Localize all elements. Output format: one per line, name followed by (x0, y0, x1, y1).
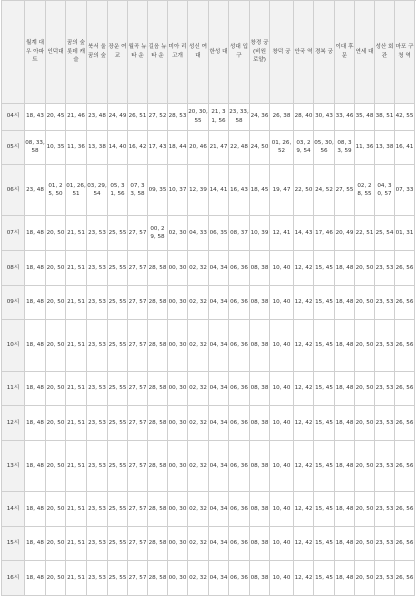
time-cell: 28, 58 (148, 406, 168, 441)
time-cell: 12, 42 (294, 491, 314, 526)
time-cell: 00, 30 (168, 491, 188, 526)
time-cell: 23, 53 (87, 371, 108, 406)
time-cell: 18, 48 (25, 526, 46, 561)
time-cell: 18, 48 (335, 491, 355, 526)
time-cell: 20, 50 (355, 491, 375, 526)
time-cell: 21, 51 (66, 285, 87, 320)
time-cell: 20, 50 (46, 491, 66, 526)
time-cell: 06, 36 (229, 406, 250, 441)
time-cell: 23, 53 (375, 251, 395, 286)
time-cell: 21, 51 (66, 216, 87, 251)
time-cell: 02, 28, 55 (355, 165, 375, 216)
time-cell: 25, 55 (108, 216, 128, 251)
time-cell: 18, 44 (168, 130, 188, 165)
header-stop: 꿈의 숲 롯데 캐슬 (66, 1, 87, 104)
time-cell: 21, 31, 56 (209, 103, 229, 130)
time-cell: 20, 50 (355, 561, 375, 596)
time-cell: 18, 48 (335, 406, 355, 441)
time-cell: 04, 34 (209, 440, 229, 491)
time-cell: 06, 36 (229, 561, 250, 596)
time-cell: 00, 30 (168, 285, 188, 320)
time-cell: 27, 57 (128, 561, 148, 596)
time-cell: 28, 58 (148, 320, 168, 371)
time-cell: 18, 48 (335, 320, 355, 371)
time-cell: 15, 45 (314, 491, 335, 526)
header-stop: 한성 대 (209, 1, 229, 104)
time-cell: 27, 57 (128, 320, 148, 371)
time-cell: 13, 38 (87, 130, 108, 165)
time-cell: 23, 53 (87, 320, 108, 371)
time-cell: 20, 50 (355, 526, 375, 561)
time-cell: 06, 36 (229, 251, 250, 286)
header-stop: 성대 입구 (229, 1, 250, 104)
time-cell: 27, 55 (335, 165, 355, 216)
time-cell: 18, 48 (335, 526, 355, 561)
time-cell: 20, 50 (46, 526, 66, 561)
time-cell: 00, 30 (168, 320, 188, 371)
time-cell: 27, 57 (128, 216, 148, 251)
time-cell: 02, 32 (188, 491, 209, 526)
time-cell: 20, 50 (355, 440, 375, 491)
time-cell: 02, 32 (188, 406, 209, 441)
time-cell: 25, 55 (108, 440, 128, 491)
time-cell: 08, 37 (229, 216, 250, 251)
time-cell: 21, 46 (66, 103, 87, 130)
header-stop: 연세 대 (355, 1, 375, 104)
time-cell: 01, 26, 51 (66, 165, 87, 216)
time-cell: 23, 53 (87, 216, 108, 251)
time-cell: 15, 45 (314, 561, 335, 596)
time-cell: 00, 29, 58 (148, 216, 168, 251)
time-cell: 10, 35 (46, 130, 66, 165)
time-cell: 01, 26, 52 (270, 130, 294, 165)
time-cell: 25, 55 (108, 320, 128, 371)
time-cell: 13, 38 (375, 130, 395, 165)
time-cell: 10, 40 (270, 371, 294, 406)
time-cell: 07, 33 (395, 165, 415, 216)
time-cell: 10, 39 (250, 216, 270, 251)
time-cell: 18, 48 (25, 371, 46, 406)
time-cell: 08, 38 (250, 406, 270, 441)
header-stop: 미아 리 고개 (168, 1, 188, 104)
hour-label: 12시 (2, 406, 25, 441)
time-cell: 12, 41 (270, 216, 294, 251)
time-cell: 15, 45 (314, 406, 335, 441)
time-cell: 06, 35 (209, 216, 229, 251)
time-cell: 27, 57 (128, 371, 148, 406)
time-cell: 20, 50 (355, 285, 375, 320)
time-cell: 08, 38 (250, 491, 270, 526)
time-cell: 23, 53 (375, 561, 395, 596)
time-cell: 27, 57 (128, 526, 148, 561)
time-cell: 04, 34 (209, 491, 229, 526)
time-cell: 23, 53 (87, 406, 108, 441)
time-cell: 23, 53 (375, 285, 395, 320)
time-cell: 10, 40 (270, 320, 294, 371)
time-cell: 10, 40 (270, 251, 294, 286)
hour-label: 15시 (2, 526, 25, 561)
time-cell: 04, 34 (209, 371, 229, 406)
time-cell: 10, 40 (270, 491, 294, 526)
hour-label: 08시 (2, 251, 25, 286)
time-cell: 23, 53 (87, 440, 108, 491)
time-cell: 21, 51 (66, 491, 87, 526)
time-cell: 20, 50 (46, 440, 66, 491)
time-cell: 20, 50 (46, 320, 66, 371)
time-cell: 18, 45 (250, 165, 270, 216)
time-cell: 18, 48 (335, 440, 355, 491)
time-cell: 04, 33 (188, 216, 209, 251)
time-cell: 35, 48 (355, 103, 375, 130)
time-cell: 04, 34 (209, 406, 229, 441)
time-cell: 05, 31, 56 (108, 165, 128, 216)
time-cell: 22, 51 (355, 216, 375, 251)
time-cell: 20, 50 (355, 371, 375, 406)
time-cell: 28, 58 (148, 285, 168, 320)
time-cell: 11, 36 (66, 130, 87, 165)
time-cell: 08, 38 (250, 440, 270, 491)
time-cell: 23, 53 (375, 320, 395, 371)
time-cell: 21, 51 (66, 251, 87, 286)
table-row (2, 406, 415, 441)
time-cell: 02, 32 (188, 285, 209, 320)
time-cell: 24, 36 (250, 103, 270, 130)
time-cell: 20, 50 (46, 406, 66, 441)
table-row (2, 285, 415, 320)
time-cell: 08, 38 (250, 371, 270, 406)
time-cell: 18, 48 (335, 371, 355, 406)
time-cell: 26, 56 (395, 371, 415, 406)
time-cell: 06, 36 (229, 526, 250, 561)
time-cell: 25, 55 (108, 406, 128, 441)
time-cell: 25, 55 (108, 371, 128, 406)
time-cell: 10, 40 (270, 285, 294, 320)
time-cell: 18, 48 (25, 491, 46, 526)
time-cell: 12, 42 (294, 406, 314, 441)
hour-label: 13시 (2, 440, 25, 491)
hour-label: 16시 (2, 561, 25, 596)
time-cell: 10, 40 (270, 406, 294, 441)
header-hour (2, 1, 25, 104)
timetable-body (2, 103, 415, 595)
time-cell: 12, 42 (294, 251, 314, 286)
time-cell: 10, 40 (270, 526, 294, 561)
time-cell: 26, 56 (395, 406, 415, 441)
time-cell: 18, 48 (25, 440, 46, 491)
time-cell: 00, 30 (168, 371, 188, 406)
time-cell: 23, 53 (375, 491, 395, 526)
time-cell: 16, 42 (128, 130, 148, 165)
time-cell: 20, 46 (188, 130, 209, 165)
time-cell: 12, 42 (294, 320, 314, 371)
time-cell: 28, 58 (148, 371, 168, 406)
time-cell: 06, 36 (229, 320, 250, 371)
time-cell: 15, 45 (314, 440, 335, 491)
time-cell: 14, 40 (108, 130, 128, 165)
time-cell: 23, 53 (87, 251, 108, 286)
time-cell: 01, 31 (395, 216, 415, 251)
time-cell: 00, 30 (168, 440, 188, 491)
time-cell: 10, 40 (270, 561, 294, 596)
time-cell: 27, 57 (128, 285, 148, 320)
time-cell: 03, 29, 54 (87, 165, 108, 216)
time-cell: 06, 36 (229, 491, 250, 526)
time-cell: 20, 50 (355, 320, 375, 371)
hour-label: 07시 (2, 216, 25, 251)
time-cell: 26, 56 (395, 491, 415, 526)
time-cell: 05, 30, 56 (314, 130, 335, 165)
time-cell: 15, 45 (314, 251, 335, 286)
time-cell: 23, 53 (375, 371, 395, 406)
time-cell: 04, 34 (209, 285, 229, 320)
hour-label: 05시 (2, 130, 25, 165)
time-cell: 00, 30 (168, 561, 188, 596)
time-cell: 23, 53 (375, 406, 395, 441)
time-cell: 17, 46 (314, 216, 335, 251)
time-cell: 04, 34 (209, 251, 229, 286)
header-stop: 안국 역 (294, 1, 314, 104)
time-cell: 04, 30, 57 (375, 165, 395, 216)
time-cell: 18, 48 (25, 561, 46, 596)
header-stop: 창덕 궁 (270, 1, 294, 104)
header-stop: 월곡 뉴타 운 (128, 1, 148, 104)
time-cell: 26, 51 (128, 103, 148, 130)
time-cell: 24, 49 (108, 103, 128, 130)
time-cell: 10, 37 (168, 165, 188, 216)
time-cell: 27, 57 (128, 440, 148, 491)
time-cell: 20, 50 (46, 216, 66, 251)
header-stop: 북서 울 꿈의 숲 (87, 1, 108, 104)
time-cell: 14, 43 (294, 216, 314, 251)
time-cell: 02, 32 (188, 440, 209, 491)
header-stop: 이대 후문 (335, 1, 355, 104)
time-cell: 19, 47 (270, 165, 294, 216)
table-row (2, 440, 415, 491)
time-cell: 18, 48 (335, 285, 355, 320)
time-cell: 26, 56 (395, 561, 415, 596)
time-cell: 26, 56 (395, 526, 415, 561)
time-cell: 12, 42 (294, 285, 314, 320)
time-cell: 02, 32 (188, 371, 209, 406)
time-cell: 20, 50 (355, 406, 375, 441)
time-cell: 20, 50 (46, 285, 66, 320)
header-stop: 장운 여교 (108, 1, 128, 104)
time-cell: 12, 39 (188, 165, 209, 216)
time-cell: 02, 32 (188, 526, 209, 561)
time-cell: 17, 43 (148, 130, 168, 165)
time-cell: 23, 53 (87, 561, 108, 596)
time-cell: 20, 30, 55 (188, 103, 209, 130)
time-cell: 06, 36 (229, 371, 250, 406)
time-cell: 18, 48 (25, 285, 46, 320)
table-row (2, 320, 415, 371)
time-cell: 25, 55 (108, 491, 128, 526)
time-cell: 20, 50 (355, 251, 375, 286)
time-cell: 25, 55 (108, 526, 128, 561)
hour-label: 09시 (2, 285, 25, 320)
time-cell: 23, 53 (375, 440, 395, 491)
time-cell: 08, 38 (250, 561, 270, 596)
time-cell: 28, 58 (148, 251, 168, 286)
time-cell: 30, 43 (314, 103, 335, 130)
time-cell: 18, 48 (25, 320, 46, 371)
time-cell: 28, 58 (148, 561, 168, 596)
time-cell: 28, 40 (294, 103, 314, 130)
time-cell: 18, 48 (335, 561, 355, 596)
time-cell: 27, 52 (148, 103, 168, 130)
table-row (2, 251, 415, 286)
time-cell: 07, 33, 58 (128, 165, 148, 216)
time-cell: 12, 42 (294, 526, 314, 561)
time-cell: 21, 51 (66, 320, 87, 371)
time-cell: 18, 48 (335, 251, 355, 286)
time-cell: 25, 55 (108, 561, 128, 596)
time-cell: 22, 50 (294, 165, 314, 216)
time-cell: 23, 53 (87, 526, 108, 561)
timetable-header (2, 1, 415, 104)
time-cell: 26, 56 (395, 285, 415, 320)
bus-timetable (1, 0, 415, 596)
time-cell: 20, 49 (335, 216, 355, 251)
time-cell: 21, 51 (66, 371, 87, 406)
header-row (2, 1, 415, 52)
time-cell: 24, 52 (314, 165, 335, 216)
table-row (2, 371, 415, 406)
time-cell: 20, 45 (46, 103, 66, 130)
header-stop: 성신 여대 (188, 1, 209, 104)
hour-label: 14시 (2, 491, 25, 526)
header-stop: 창경 궁 (비원 로얄) (250, 1, 270, 104)
time-cell: 02, 32 (188, 320, 209, 371)
time-cell: 27, 57 (128, 406, 148, 441)
time-cell: 28, 58 (148, 491, 168, 526)
time-cell: 21, 51 (66, 406, 87, 441)
time-cell: 23, 53 (375, 526, 395, 561)
time-cell: 00, 30 (168, 406, 188, 441)
time-cell: 23, 53 (87, 491, 108, 526)
header-stop: 경복 궁 (314, 1, 335, 104)
time-cell: 21, 51 (66, 526, 87, 561)
time-cell: 15, 45 (314, 371, 335, 406)
time-cell: 18, 48 (25, 406, 46, 441)
table-row (2, 561, 415, 596)
time-cell: 16, 43 (229, 165, 250, 216)
hour-label: 04시 (2, 103, 25, 130)
time-cell: 18, 48 (25, 251, 46, 286)
time-cell: 10, 40 (270, 440, 294, 491)
time-cell: 21, 51 (66, 440, 87, 491)
time-cell: 26, 56 (395, 440, 415, 491)
time-cell: 08, 38 (250, 285, 270, 320)
time-cell: 09, 35 (148, 165, 168, 216)
time-cell: 12, 42 (294, 561, 314, 596)
time-cell: 08, 38 (250, 251, 270, 286)
time-cell: 02, 30 (168, 216, 188, 251)
time-cell: 08, 38 (250, 526, 270, 561)
time-cell: 22, 48 (229, 130, 250, 165)
time-cell: 02, 32 (188, 251, 209, 286)
time-cell: 08, 38 (250, 320, 270, 371)
time-cell: 15, 45 (314, 526, 335, 561)
time-cell: 25, 54 (375, 216, 395, 251)
time-cell: 12, 42 (294, 371, 314, 406)
time-cell: 28, 53 (168, 103, 188, 130)
header-stop: 길음 뉴타 운 (148, 1, 168, 104)
table-row (2, 526, 415, 561)
time-cell: 27, 57 (128, 491, 148, 526)
time-cell: 23, 48 (87, 103, 108, 130)
time-cell: 04, 34 (209, 320, 229, 371)
time-cell: 00, 30 (168, 251, 188, 286)
time-cell: 06, 36 (229, 440, 250, 491)
time-cell: 14, 41 (209, 165, 229, 216)
table-row (2, 103, 415, 130)
header-stop: 월계 대우 아파트 (25, 1, 46, 104)
table-row (2, 130, 415, 165)
time-cell: 23, 33, 58 (229, 103, 250, 130)
time-cell: 26, 38 (270, 103, 294, 130)
time-cell: 20, 50 (46, 371, 66, 406)
time-cell: 04, 34 (209, 526, 229, 561)
time-cell: 20, 50 (46, 251, 66, 286)
time-cell: 33, 46 (335, 103, 355, 130)
time-cell: 26, 56 (395, 251, 415, 286)
time-cell: 18, 48 (25, 216, 46, 251)
hour-label: 10시 (2, 320, 25, 371)
time-cell: 03, 29, 54 (294, 130, 314, 165)
time-cell: 23, 53 (87, 285, 108, 320)
time-cell: 21, 51 (66, 561, 87, 596)
time-cell: 42, 55 (395, 103, 415, 130)
time-cell: 21, 47 (209, 130, 229, 165)
time-cell: 25, 55 (108, 285, 128, 320)
time-cell: 24, 50 (250, 130, 270, 165)
time-cell: 01, 25, 50 (46, 165, 66, 216)
header-stop: 성산 회관 (375, 1, 395, 104)
table-row (2, 216, 415, 251)
time-cell: 38, 51 (375, 103, 395, 130)
time-cell: 23, 48 (25, 165, 46, 216)
time-cell: 11, 36 (355, 130, 375, 165)
time-cell: 12, 42 (294, 440, 314, 491)
time-cell: 25, 55 (108, 251, 128, 286)
header-stop: 마포 구청 역 (395, 1, 415, 104)
time-cell: 04, 34 (209, 561, 229, 596)
hour-label: 06시 (2, 165, 25, 216)
header-stop: 인덕대 (46, 1, 66, 104)
time-cell: 15, 45 (314, 320, 335, 371)
time-cell: 28, 58 (148, 440, 168, 491)
time-cell: 26, 56 (395, 320, 415, 371)
time-cell: 16, 41 (395, 130, 415, 165)
time-cell: 15, 45 (314, 285, 335, 320)
table-row (2, 491, 415, 526)
time-cell: 00, 30 (168, 526, 188, 561)
time-cell: 08, 33, 58 (25, 130, 46, 165)
time-cell: 27, 57 (128, 251, 148, 286)
time-cell: 08, 33, 59 (335, 130, 355, 165)
hour-label: 11시 (2, 371, 25, 406)
time-cell: 20, 50 (46, 561, 66, 596)
time-cell: 28, 58 (148, 526, 168, 561)
time-cell: 06, 36 (229, 285, 250, 320)
time-cell: 02, 32 (188, 561, 209, 596)
time-cell: 18, 43 (25, 103, 46, 130)
table-row (2, 165, 415, 216)
